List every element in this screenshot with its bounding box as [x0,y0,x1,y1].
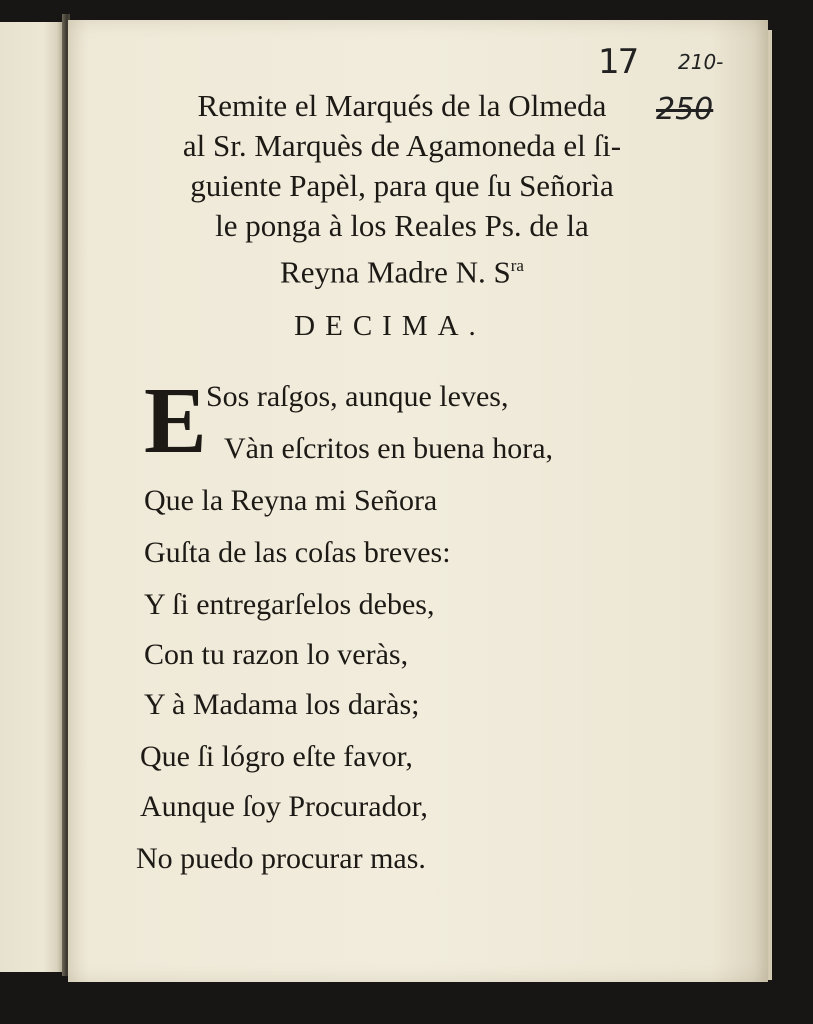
heading-line: al Sr. Marquès de Agamoneda el ſi- [182,128,622,163]
old-folio-number: 210- [678,50,724,74]
poem-line: Que ſi lógro eſte favor, [140,740,413,773]
heading-line-last [130,246,674,292]
poem-line: Guſta de las coſas breves: [144,536,451,569]
heading-line: Remite el Marqués de la Olmeda [197,88,607,123]
poem-line: Sos raſgos, aunque leves, [206,380,509,413]
poem-line: Aunque ſoy Procurador, [140,790,428,823]
heading-superscript: ra [510,256,524,275]
poem-line: Con tu razon lo veràs, [144,638,409,671]
left-page [0,22,64,972]
poem-line: Que la Reyna mi Señora [144,484,438,517]
drop-cap: E [144,369,207,473]
poem-line: Y à Madama los daràs; [144,688,420,721]
poem-title: DECIMA. [294,310,486,342]
heading-line: Reyna Madre N. S [280,254,511,290]
poem-line: Vàn eſcritos en buena hora, [224,432,554,465]
folio-number: 17 [598,42,638,82]
poem-line: No puedo procurar mas. [136,842,426,875]
heading [130,86,674,292]
heading-line: le ponga à los Reales Ps. de la [215,208,589,243]
struck-folio-number: 250 [656,92,714,127]
heading-line: guiente Papèl, para que ſu Señorìa [190,168,614,203]
poem-line: Y ſi entregarſelos debes, [144,588,435,621]
